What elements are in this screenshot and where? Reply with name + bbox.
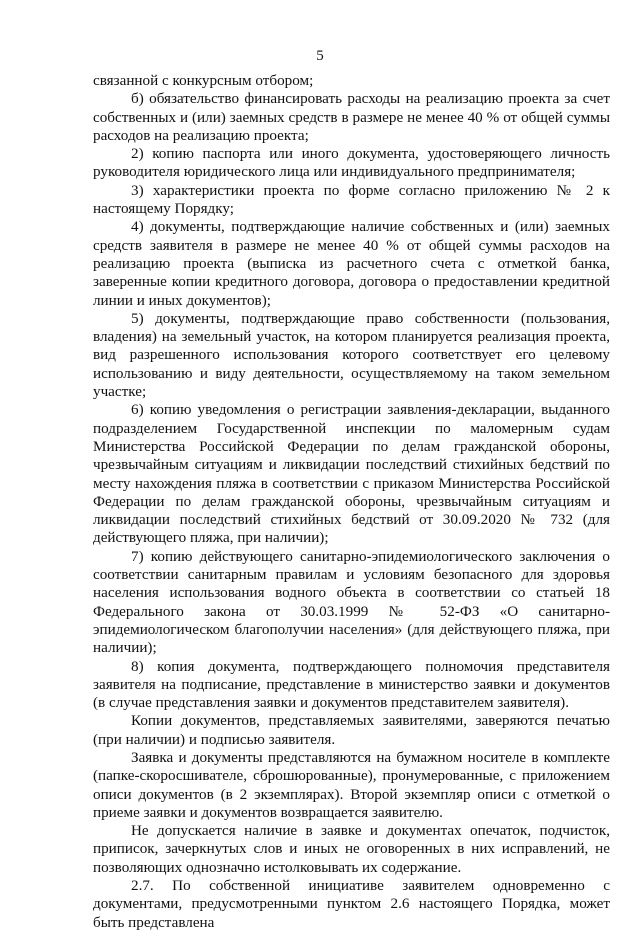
paragraph-copies: Копии документов, представляемых заявителями, заверяются печатью (при наличии) и подписью заявителя.	[93, 712, 610, 748]
paragraph-corrections: Не допускается наличие в заявке и документах опечаток, подчисток, приписок, зачеркнутых слов и иных не оговоренных в них исправлений, не позволяющих однозначно истолковывать их содержание.	[93, 822, 610, 876]
paragraph-section-2-7: 2.7. По собственной инициативе заявителем одновременно с документами, предусмотренными пунктом 2.6 настоящего Порядка, может быть представлена	[93, 877, 610, 931]
page-number: 5	[316, 48, 324, 64]
paragraph-submission: Заявка и документы представляются на бумажном носителе в комплекте (папке-скоросшивателе, сброшюрованные), пронумерованные, с приложением описи документов (в 2 экземплярах). Второй экземпляр описи с отметкой о приеме заявки и документов возвращается заявителю.	[93, 748, 610, 821]
paragraph-item-7: 7) копию действующего санитарно-эпидемиологического заключения о соответствии санитарным правилам и условиям безопасного для здоровья населения использования водного объекта в соответствии со статьей 18 Федерального закона от 30.03.1999 № 52-ФЗ «О санитарно-эпидемиологическом благополучии населения» (для действующего пляжа, при наличии);	[93, 547, 610, 657]
paragraph-item-8: 8) копия документа, подтверждающего полномочия представителя заявителя на подписание, представление в министерство заявки и документов (в случае представления заявки и документов представителем заявителя).	[93, 657, 610, 712]
paragraph-item-b: б) обязательство финансировать расходы на реализацию проекта за счет собственных и (или) заемных средств в размере не менее 40 % от общей суммы расходов на реализацию проекта;	[93, 90, 610, 144]
paragraph-item-3: 3) характеристики проекта по форме согласно приложению № 2 к настоящему Порядку;	[93, 181, 610, 218]
paragraph-item-4: 4) документы, подтверждающие наличие собственных и (или) заемных средств заявителя в размере не менее 40 % от общей суммы расходов на реализацию проекта (выписка из расчетного счета с отметкой банка, заверенные копии кредитного договора, договора о предоставлении кредитной линии и иных документов);	[93, 218, 610, 309]
paragraph-item-6: 6) копию уведомления о регистрации заявления-декларации, выданного подразделением Государственной инспекции по маломерным судам Министерства Российской Федерации по делам гражданской обороны, чрезвычайным ситуациям и ликвидации последствий стихийных бедствий по месту нахождения пляжа в соответствии с приказом Министерства Российской Федерации по делам гражданской обороны, чрезвычайным ситуациям и ликвидации последствий стихийных бедствий от 30.09.2020 № 732 (для действующего пляжа, при наличии);	[93, 401, 610, 547]
paragraph-continuation: связанной с конкурсным отбором;	[93, 72, 314, 89]
paragraph-item-2: 2) копию паспорта или иного документа, удостоверяющего личность руководителя юридического лица или индивидуального предпринимателя;	[93, 145, 610, 181]
document-body	[93, 72, 610, 932]
paragraph-item-5: 5) документы, подтверждающие право собственности (пользования, владения) на земельный участок, на котором планируется реализация проекта, вид разрешенного использования которого соответствует его целевому использованию и виду деятельности, осуществляемому на таком земельном участке;	[93, 309, 610, 401]
